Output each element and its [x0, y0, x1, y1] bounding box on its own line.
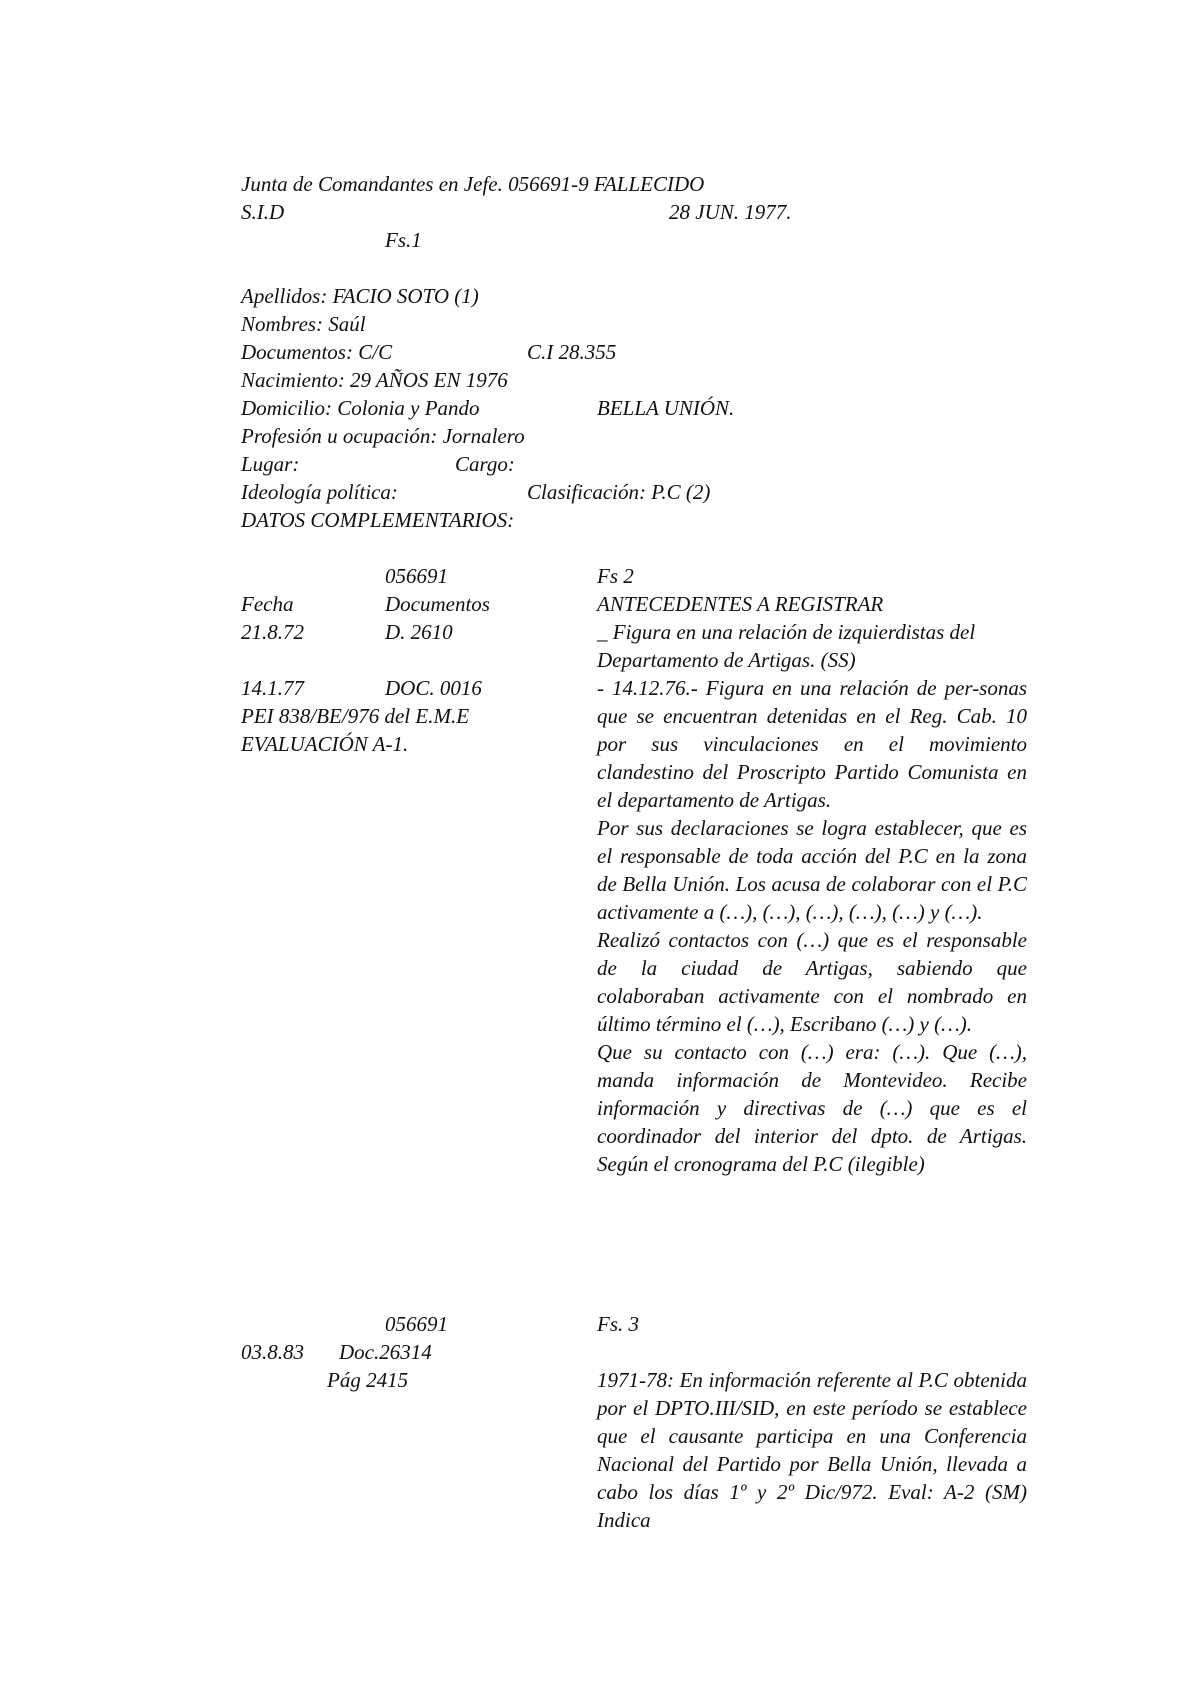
- col-antecedentes-header: ANTECEDENTES A REGISTRAR: [597, 592, 884, 616]
- folio-label: Fs.1: [385, 228, 422, 252]
- entry1-fecha: 21.8.72: [241, 620, 304, 644]
- nacimiento-field: Nacimiento: 29 AÑOS EN 1976: [241, 368, 508, 392]
- clasificacion-field: Clasificación: P.C (2): [527, 480, 711, 504]
- profesion-field: Profesión u ocupación: Jornalero: [241, 424, 525, 448]
- section3-folio: Fs. 3: [597, 1312, 639, 1336]
- nombres-field: Nombres: Saúl: [241, 312, 366, 336]
- sid-label: S.I.D: [241, 200, 285, 224]
- entry2-eval: EVALUACIÓN A-1.: [241, 732, 409, 756]
- localidad-field: BELLA UNIÓN.: [597, 396, 735, 420]
- entry1-doc: D. 2610: [385, 620, 453, 644]
- cargo-field: Cargo:: [455, 452, 515, 476]
- entry2-paragraph-1: - 14.12.76.- Figura en una relación de per-sonas que se encuentran detenidas en el Reg. Cab. 10 por sus vinculaciones en el movimiento clandestino del Proscripto Partido Comunista en el departamento de Artigas.: [597, 676, 1027, 812]
- col-fecha-header: Fecha: [241, 592, 294, 616]
- section2-folio: Fs 2: [597, 564, 634, 588]
- entry2-doc: DOC. 0016: [385, 676, 482, 700]
- section3-page: Pág 2415: [327, 1368, 409, 1392]
- section2-number: 056691: [385, 564, 448, 588]
- entry1-text: _ Figura en una relación de izquierdistas del Departamento de Artigas. (SS): [597, 620, 976, 672]
- domicilio-field: Domicilio: Colonia y Pando: [241, 396, 480, 420]
- entry2-paragraph-4: Que su contacto con (…) era: (…). Que (…), manda información de Montevideo. Recibe información y directivas de (…) que es el coordinador del interior del dpto. de Artigas. Según el cronograma del P.C (ilegible): [597, 1040, 1027, 1176]
- ideologia-field: Ideología política:: [241, 480, 398, 504]
- header-date: 28 JUN. 1977.: [669, 200, 792, 224]
- apellidos-field: Apellidos: FACIO SOTO (1): [241, 284, 479, 308]
- documentos-field: Documentos: C/C: [241, 340, 393, 364]
- section3-text: 1971-78: En información referente al P.C obtenida por el DPTO.III/SID, en este período se establece que el causante participa en una Conferencia Nacional del Partido por Bella Unión, llevada a cabo los días 1º y 2º Dic/972. Eval: A-2 (SM) Indica: [597, 1368, 1027, 1532]
- datos-complementarios-heading: DATOS COMPLEMENTARIOS:: [241, 508, 515, 532]
- col-documentos-header: Documentos: [385, 592, 490, 616]
- ci-field: C.I 28.355: [527, 340, 617, 364]
- lugar-field: Lugar:: [241, 452, 300, 476]
- section3-number: 056691: [385, 1312, 448, 1336]
- header-line: Junta de Comandantes en Jefe. 056691-9 FALLECIDO: [241, 172, 705, 196]
- entry2-fecha: 14.1.77: [241, 676, 304, 700]
- section3-doc: Doc.26314: [339, 1340, 432, 1364]
- entry2-text: [597, 674, 1027, 1178]
- entry2-paragraph-3: Realizó contactos con (…) que es el responsable de la ciudad de Artigas, sabiendo que colaboraban activamente con el nombrado en último término el (…), Escribano (…) y (…).: [597, 928, 1027, 1036]
- entry2-ref: PEI 838/BE/976 del E.M.E: [241, 704, 470, 728]
- section3-fecha: 03.8.83: [241, 1340, 304, 1364]
- entry2-paragraph-2: Por sus declaraciones se logra establecer, que es el responsable de toda acción del P.C en la zona de Bella Unión. Los acusa de colaborar con el P.C activamente a (…), (…), (…), (…), (…) y (…).: [597, 816, 1027, 924]
